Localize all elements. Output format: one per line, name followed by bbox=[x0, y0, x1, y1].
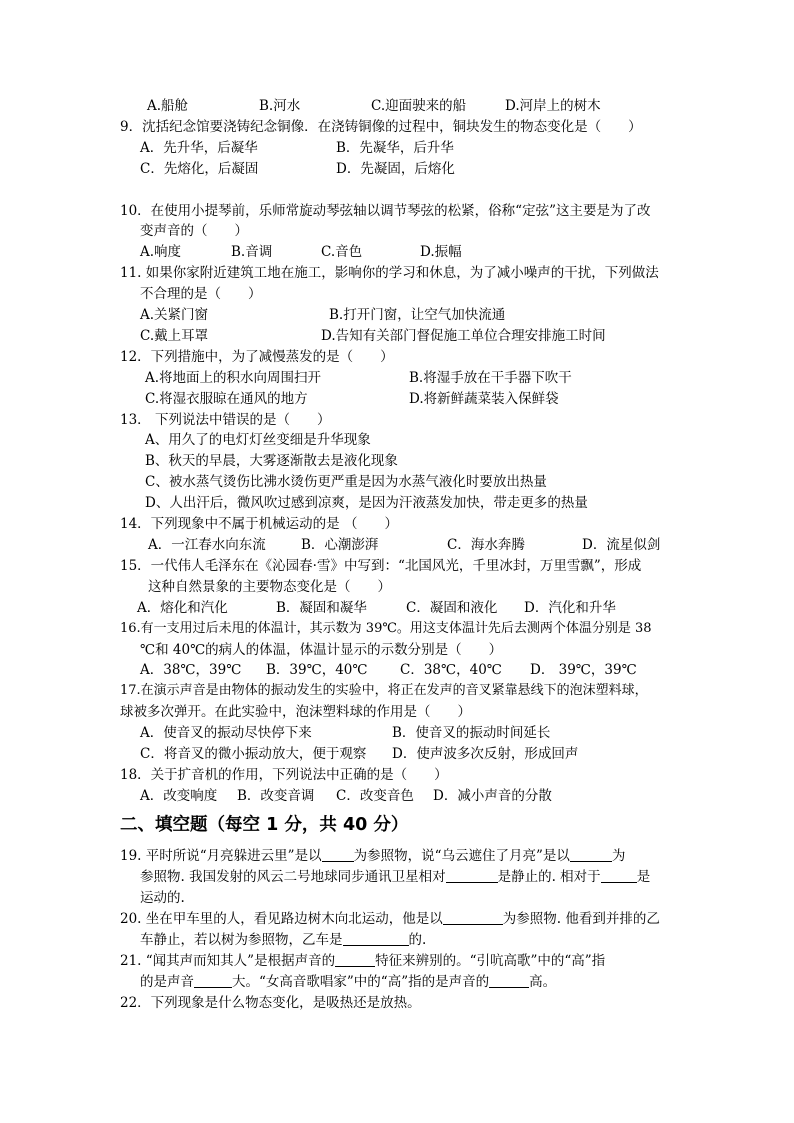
q17-option-c: C．将音叉的微小振动放大，便于观察 bbox=[140, 746, 367, 762]
q15-option-c: C．凝固和液化 bbox=[406, 600, 498, 616]
q17-option-d: D．使声波多次反射，形成回声 bbox=[392, 746, 579, 762]
answer-blank[interactable] bbox=[335, 951, 375, 967]
q10-option-d: D.振幅 bbox=[420, 244, 462, 260]
q19-text-2: 为参照物，说“乌云遮住了月亮”是以 bbox=[353, 848, 570, 864]
q20-line2 bbox=[140, 930, 426, 950]
q19-text-6: 是 bbox=[636, 869, 651, 885]
answer-blank[interactable] bbox=[343, 930, 409, 946]
q18-stem: 18．关于扩音机的作用，下列说法中正确的是（ ） bbox=[120, 767, 448, 783]
q16-option-c: C．38℃，40℃ bbox=[400, 662, 502, 678]
q11-option-d: D.告知有关部门督促施工单位合理安排施工时间 bbox=[321, 328, 606, 344]
q10-stem-line1: 10．在使用小提琴前，乐师常旋动琴弦轴以调节琴弦的松紧，俗称“定弦”这主要是为了改 bbox=[120, 203, 651, 219]
q21-text-5: 高。 bbox=[529, 974, 557, 990]
q14-stem: 14．下列现象中不属于机械运动的是 （ ） bbox=[120, 516, 398, 532]
q11-option-a: A.关紧门窗 bbox=[140, 307, 209, 323]
answer-blank[interactable] bbox=[601, 867, 637, 883]
q19-text-1: 19. 平时所说“月亮躲进云里”是以 bbox=[120, 848, 322, 864]
q20-text-2: 为参照物. 他看到并排的乙 bbox=[502, 911, 660, 927]
q16-option-a: A．38℃，39℃ bbox=[140, 662, 242, 678]
q9-option-c: C．先熔化，后凝固 bbox=[140, 161, 259, 177]
q15-option-a: A．熔化和汽化 bbox=[137, 600, 228, 616]
q19-text-3: 为 bbox=[611, 848, 626, 864]
q21-line1 bbox=[120, 951, 605, 971]
answer-blank[interactable] bbox=[570, 846, 612, 862]
answer-blank[interactable] bbox=[322, 846, 354, 862]
q11-stem-line1: 11. 如果你家附近建筑工地在施工，影响你的学习和休息，为了减小噪声的干扰，下列做法 bbox=[120, 265, 659, 281]
q14-option-d: D．流星似剑 bbox=[582, 537, 661, 553]
q16-option-d: D． 39℃，39℃ bbox=[530, 662, 637, 678]
q20-text-4: 的. bbox=[408, 932, 427, 948]
q19-line2 bbox=[140, 867, 650, 887]
q12-option-a: A.将地面上的积水向周围扫开 bbox=[145, 370, 322, 386]
q12-option-d: D.将新鲜蔬菜装入保鲜袋 bbox=[409, 391, 559, 407]
q13-option-c: C、被水蒸气烫伤比沸水烫伤更严重是因为水蒸气液化时要放出热量 bbox=[145, 474, 547, 490]
q19-text-4: 参照物. 我国发射的风云二号地球同步通讯卫星相对 bbox=[140, 869, 446, 885]
q13-option-b: B、秋天的早晨，大雾逐渐散去是液化现象 bbox=[145, 453, 398, 469]
q12-stem: 12．下列措施中，为了减慢蒸发的是（ ） bbox=[120, 349, 394, 365]
q9-option-a: A．先升华，后凝华 bbox=[140, 140, 258, 156]
q19-line1 bbox=[120, 846, 625, 866]
q15-stem-line1: 15．一代伟人毛泽东在《沁园春·雪》中写到：“北国风光，千里冰封，万里雪飘”，形成 bbox=[120, 558, 642, 574]
q21-text-1: 21. “闻其声而知其人”是根据声音的 bbox=[120, 953, 336, 969]
answer-blank[interactable] bbox=[194, 972, 232, 988]
q19-text-7: 运动的. bbox=[140, 890, 185, 906]
q14-option-a: A．一江春水向东流 bbox=[148, 537, 266, 553]
q9-option-b: B．先凝华，后升华 bbox=[336, 140, 454, 156]
q10-stem-line2: 变声音的（ ） bbox=[140, 223, 248, 239]
q10-option-c: C.音色 bbox=[321, 244, 363, 260]
q10-option-b: B.音调 bbox=[231, 244, 273, 260]
q20-text-1: 20. 坐在甲车里的人，看见路边树木向北运动，他是以 bbox=[120, 911, 443, 927]
q11-stem-line2: 不合理的是（ ） bbox=[140, 286, 262, 302]
q9-option-d: D．先凝固，后熔化 bbox=[336, 161, 455, 177]
q17-stem-line1: 17.在演示声音是由物体的振动发生的实验中，将正在发声的音叉紧靠悬线下的泡沫塑料球， bbox=[120, 683, 648, 698]
q9-stem: 9．沈括纪念馆要浇铸纪念铜像．在浇铸铜像的过程中，铜块发生的物态变化是（ ） bbox=[120, 119, 642, 135]
q16-stem-line2: ℃和 40℃的病人的体温，体温计显示的示数分别是（ ） bbox=[140, 642, 503, 658]
q18-option-b: B．改变音调 bbox=[237, 788, 315, 804]
q8-option-d: D.河岸上的树木 bbox=[505, 98, 601, 114]
q13-stem: 13． 下列说法中错误的是（ ） bbox=[120, 412, 331, 428]
q11-option-c: C.戴上耳罩 bbox=[140, 328, 209, 344]
q17-option-b: B．使音叉的振动时间延长 bbox=[392, 725, 551, 741]
q17-option-a: A．使音叉的振动尽快停下来 bbox=[140, 725, 312, 741]
q11-option-b: B.打开门窗，让空气加快流通 bbox=[329, 307, 506, 323]
q15-stem-line2: 这种自然景象的主要物态变化是（ ） bbox=[148, 579, 391, 595]
q8-option-b: B.河水 bbox=[259, 98, 301, 114]
q14-option-c: C．海水奔腾 bbox=[447, 537, 525, 553]
q20-text-3: 车静止，若以树为参照物，乙车是 bbox=[140, 932, 343, 948]
q21-text-4: 大。“女高音歌唱家”中的“高”指的是声音的 bbox=[232, 974, 490, 990]
q21-text-3: 的是声音 bbox=[140, 974, 194, 990]
q16-option-b: B．39℃，40℃ bbox=[266, 662, 368, 678]
q13-option-d: D、人出汗后，微风吹过感到凉爽，是因为汗液蒸发加快，带走更多的热量 bbox=[145, 495, 588, 511]
q21-text-2: 特征来辨别的。“引吭高歌”中的“高”指 bbox=[375, 953, 606, 969]
q19-text-5: 是静止的. 相对于 bbox=[497, 869, 601, 885]
q18-option-a: A．改变响度 bbox=[140, 788, 218, 804]
q22-stem: 22．下列现象是什么物态变化，是吸热还是放热。 bbox=[120, 995, 421, 1011]
q16-stem-line1: 16.有一支用过后未甩的体温计，其示数为 39℃。用这支体温计先后去测两个体温分别是 38 bbox=[120, 621, 652, 636]
section-2-heading: 二、填空题（每空 1 分，共 40 分） bbox=[120, 815, 409, 835]
q20-line1 bbox=[120, 909, 660, 929]
answer-blank[interactable] bbox=[446, 867, 498, 883]
q15-option-b: B．凝固和凝华 bbox=[276, 600, 367, 616]
answer-blank[interactable] bbox=[443, 909, 503, 925]
q18-option-d: D．减小声音的分散 bbox=[433, 788, 552, 804]
q21-line2 bbox=[140, 972, 556, 992]
q12-option-c: C.将湿衣服晾在通风的地方 bbox=[145, 391, 308, 407]
q8-option-c: C.迎面驶来的船 bbox=[371, 98, 467, 114]
q17-stem-line2: 球被多次弹开。在此实验中，泡沫塑料球的作用是（ ） bbox=[120, 704, 471, 720]
q14-option-b: B．心潮澎湃 bbox=[301, 537, 379, 553]
answer-blank[interactable] bbox=[489, 972, 529, 988]
q13-option-a: A、用久了的电灯灯丝变细是升华现象 bbox=[145, 432, 371, 448]
q8-option-a: A.船舱 bbox=[147, 98, 189, 114]
q10-option-a: A.响度 bbox=[140, 244, 182, 260]
q15-option-d: D．汽化和升华 bbox=[524, 600, 616, 616]
q12-option-b: B.将湿手放在干手器下吹干 bbox=[409, 370, 572, 386]
q18-option-c: C．改变音色 bbox=[336, 788, 414, 804]
